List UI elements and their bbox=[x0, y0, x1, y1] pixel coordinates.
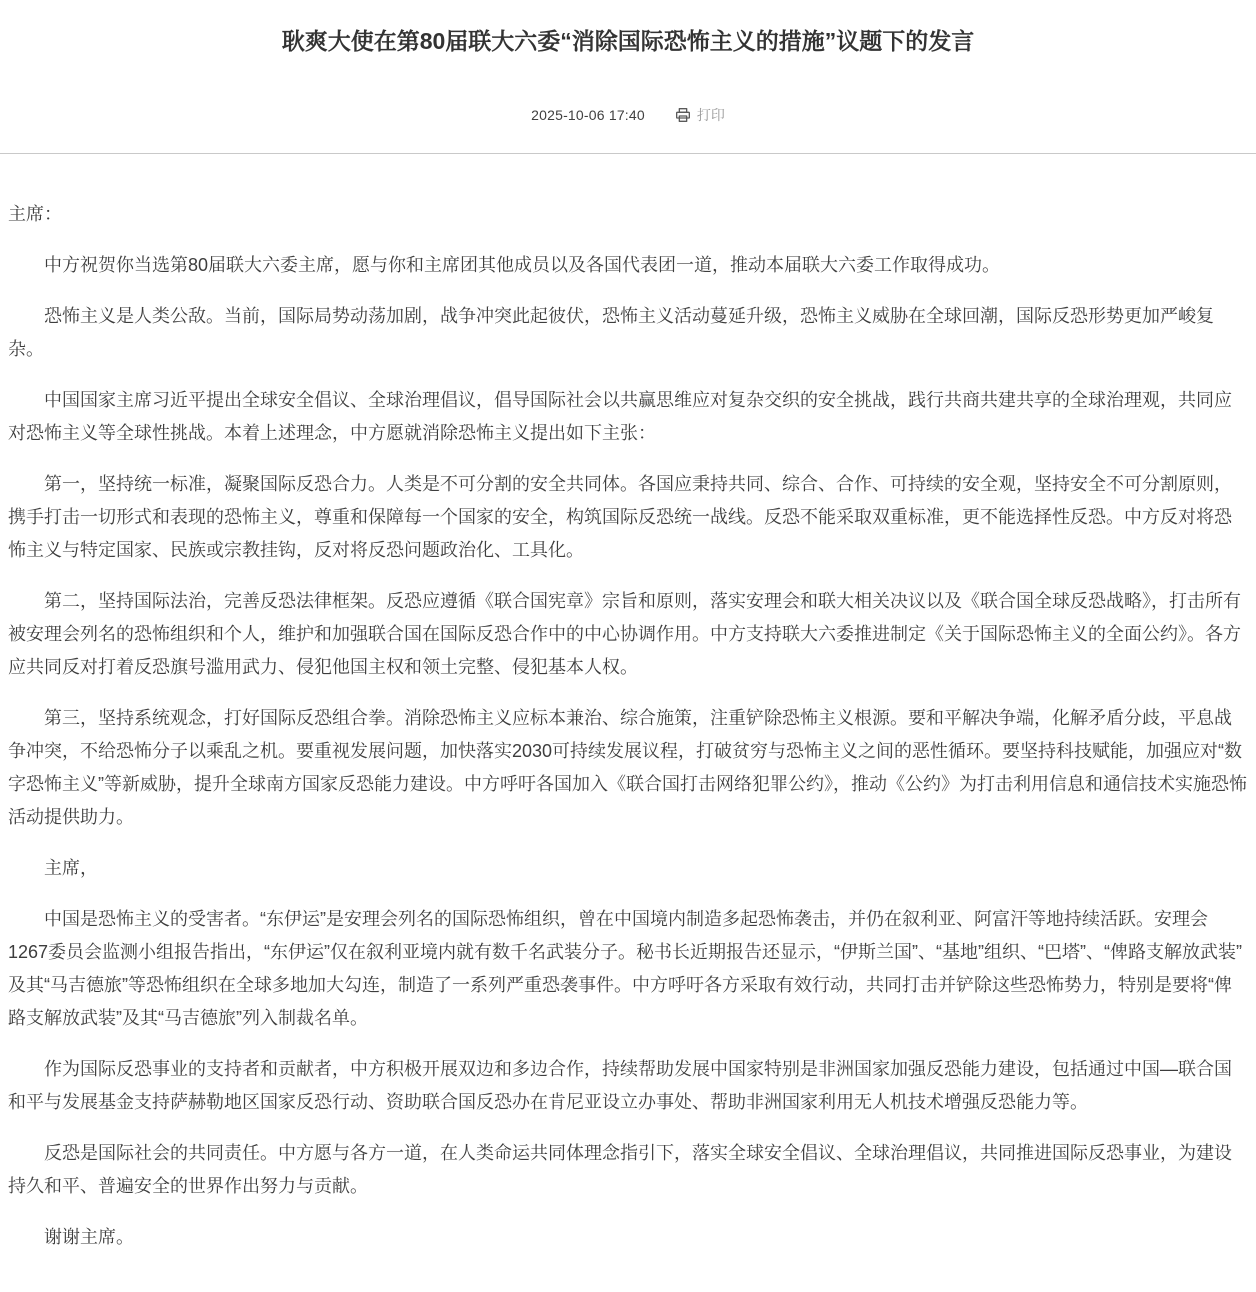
paragraph: 反恐是国际社会的共同责任。中方愿与各方一道，在人类命运共同体理念指引下，落实全球安全倡议、全球治理倡议，共同推进国际反恐事业，为建设持久和平、普遍安全的世界作出努力与贡献。 bbox=[8, 1143, 1232, 1197]
article-meta bbox=[0, 105, 1256, 125]
paragraph: 中国是恐怖主义的受害者。“东伊运”是安理会列名的国际恐怖组织，曾在中国境内制造多起恐怖袭击，并仍在叙利亚、阿富汗等地持续活跃。安理会1267委员会监测小组报告指出，“东伊运”仅在叙利亚境内就有数千名武装分子。秘书长近期报告还显示，“伊斯兰国”、“基地”组织、“巴塔”、“俾路支解放武装”及其“马吉德旅”等恐怖组织在全球多地加大勾连，制造了一系列严重恐袭事件。中方呼吁各方采取有效行动，共同打击并铲除这些恐怖势力，特别是要将“俾路支解放武装”及其“马吉德旅”列入制裁名单。 bbox=[8, 909, 1242, 1029]
print-label: 打印 bbox=[696, 107, 725, 124]
article-header bbox=[0, 0, 1256, 125]
article-body bbox=[0, 154, 1256, 1292]
printer-icon bbox=[675, 107, 691, 123]
paragraph: 主席， bbox=[44, 858, 98, 879]
paragraph: 恐怖主义是人类公敌。当前，国际局势动荡加剧，战争冲突此起彼伏，恐怖主义活动蔓延升级，恐怖主义威胁在全球回潮，国际反恐形势更加严峻复杂。 bbox=[8, 306, 1214, 360]
publish-date: 2025-10-06 17:40 bbox=[531, 107, 645, 124]
paragraph: 谢谢主席。 bbox=[44, 1227, 134, 1248]
paragraph: 中方祝贺你当选第80届联大六委主席，愿与你和主席团其他成员以及各国代表团一道，推动本届联大六委工作取得成功。 bbox=[44, 255, 1001, 276]
page-title: 耿爽大使在第80届联大六委“消除国际恐怖主义的措施”议题下的发言 bbox=[281, 28, 975, 54]
paragraph: 第一，坚持统一标准，凝聚国际反恐合力。人类是不可分割的安全共同体。各国应秉持共同、综合、合作、可持续的安全观，坚持安全不可分割原则，携手打击一切形式和表现的恐怖主义，尊重和保障每一个国家的安全，构筑国际反恐统一战线。反恐不能采取双重标准，更不能选择性反恐。中方反对将恐怖主义与特定国家、民族或宗教挂钩，反对将反恐问题政治化、工具化。 bbox=[8, 474, 1232, 561]
paragraph: 作为国际反恐事业的支持者和贡献者，中方积极开展双边和多边合作，持续帮助发展中国家特别是非洲国家加强反恐能力建设，包括通过中国—联合国和平与发展基金支持萨赫勒地区国家反恐行动、资助联合国反恐办在肯尼亚设立办事处、帮助非洲国家利用无人机技术增强反恐能力等。 bbox=[8, 1059, 1232, 1113]
paragraph: 第二，坚持国际法治，完善反恐法律框架。反恐应遵循《联合国宪章》宗旨和原则，落实安理会和联大相关决议以及《联合国全球反恐战略》，打击所有被安理会列名的恐怖组织和个人，维护和加强联合国在国际反恐合作中的中心协调作用。中方支持联大六委推进制定《关于国际恐怖主义的全面公约》。各方应共同反对打着反恐旗号滥用武力、侵犯他国主权和领土完整、侵犯基本人权。 bbox=[8, 591, 1241, 678]
print-button[interactable] bbox=[675, 105, 725, 125]
paragraph: 第三，坚持系统观念，打好国际反恐组合拳。消除恐怖主义应标本兼治、综合施策，注重铲除恐怖主义根源。要和平解决争端，化解矛盾分歧，平息战争冲突，不给恐怖分子以乘乱之机。要重视发展问题，加快落实2030可持续发展议程，打破贫穷与恐怖主义之间的恶性循环。要坚持科技赋能，加强应对“数字恐怖主义”等新威胁，提升全球南方国家反恐能力建设。中方呼吁各国加入《联合国打击网络犯罪公约》，推动《公约》为打击利用信息和通信技术实施恐怖活动提供助力。 bbox=[8, 708, 1247, 828]
paragraph: 中国国家主席习近平提出全球安全倡议、全球治理倡议，倡导国际社会以共赢思维应对复杂交织的安全挑战，践行共商共建共享的全球治理观，共同应对恐怖主义等全球性挑战。本着上述理念，中方愿就消除恐怖主义提出如下主张： bbox=[8, 390, 1232, 444]
paragraph: 主席： bbox=[8, 204, 62, 225]
